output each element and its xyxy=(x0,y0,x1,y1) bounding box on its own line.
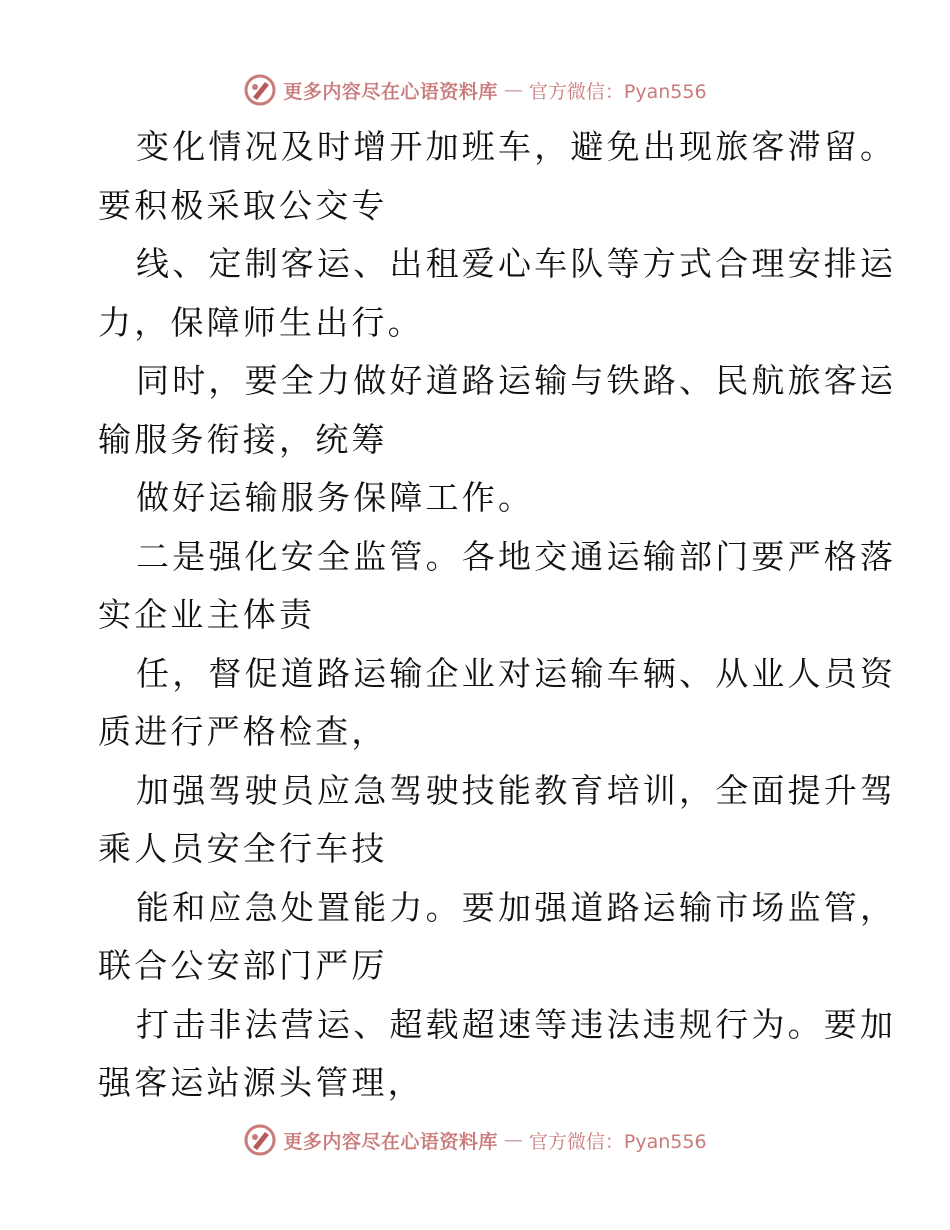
text-line: 强客运站源头管理， xyxy=(98,1063,424,1102)
text-line: 输服务衔接，统筹 xyxy=(98,419,388,459)
text-line: 质进行严格检查， xyxy=(98,712,388,751)
text-line: 加强驾驶员应急驾驶技能教育培训，全面提升驾 xyxy=(136,770,897,810)
text-line: 二是强化安全监管。各地交通运输部门要严格落 xyxy=(136,536,897,576)
text-line: 实企业主体责 xyxy=(98,595,316,634)
header-watermark xyxy=(0,70,950,110)
watermark-separator: — xyxy=(503,1129,523,1151)
text-line: 变化情况及时增开加班车，避免出现旅客滞留。 xyxy=(136,127,897,166)
text-line: 线、定制客运、出租爱心车队等方式合理安排运 xyxy=(136,244,897,283)
document-body xyxy=(98,118,897,1113)
watermark-brand: 更多内容尽在心语资料库 xyxy=(283,1130,498,1153)
text-line: 乘人员安全行车技 xyxy=(98,829,388,868)
ink-pen-logo-icon xyxy=(243,73,277,107)
ink-pen-logo-icon xyxy=(243,1123,277,1157)
watermark-brand: 更多内容尽在心语资料库 xyxy=(283,80,498,103)
text-line: 联合公安部门严厉 xyxy=(98,946,388,985)
text-line: 任，督促道路运输企业对运输车辆、从业人员资 xyxy=(136,653,897,693)
text-line: 力，保障师生出行。 xyxy=(98,302,424,342)
text-line: 能和应急处置能力。要加强道路运输市场监管， xyxy=(136,887,897,927)
text-line: 同时，要全力做好道路运输与铁路、民航旅客运 xyxy=(136,361,897,400)
text-line: 做好运输服务保障工作。 xyxy=(136,478,535,517)
footer-watermark xyxy=(0,1120,950,1160)
text-line: 要积极采取公交专 xyxy=(98,185,388,225)
watermark-contact: 官方微信：Pyan556 xyxy=(528,80,707,103)
text-line: 打击非法营运、超载超速等违法违规行为。要加 xyxy=(136,1004,897,1044)
watermark-contact: 官方微信：Pyan556 xyxy=(528,1130,707,1153)
watermark-separator: — xyxy=(503,79,523,101)
